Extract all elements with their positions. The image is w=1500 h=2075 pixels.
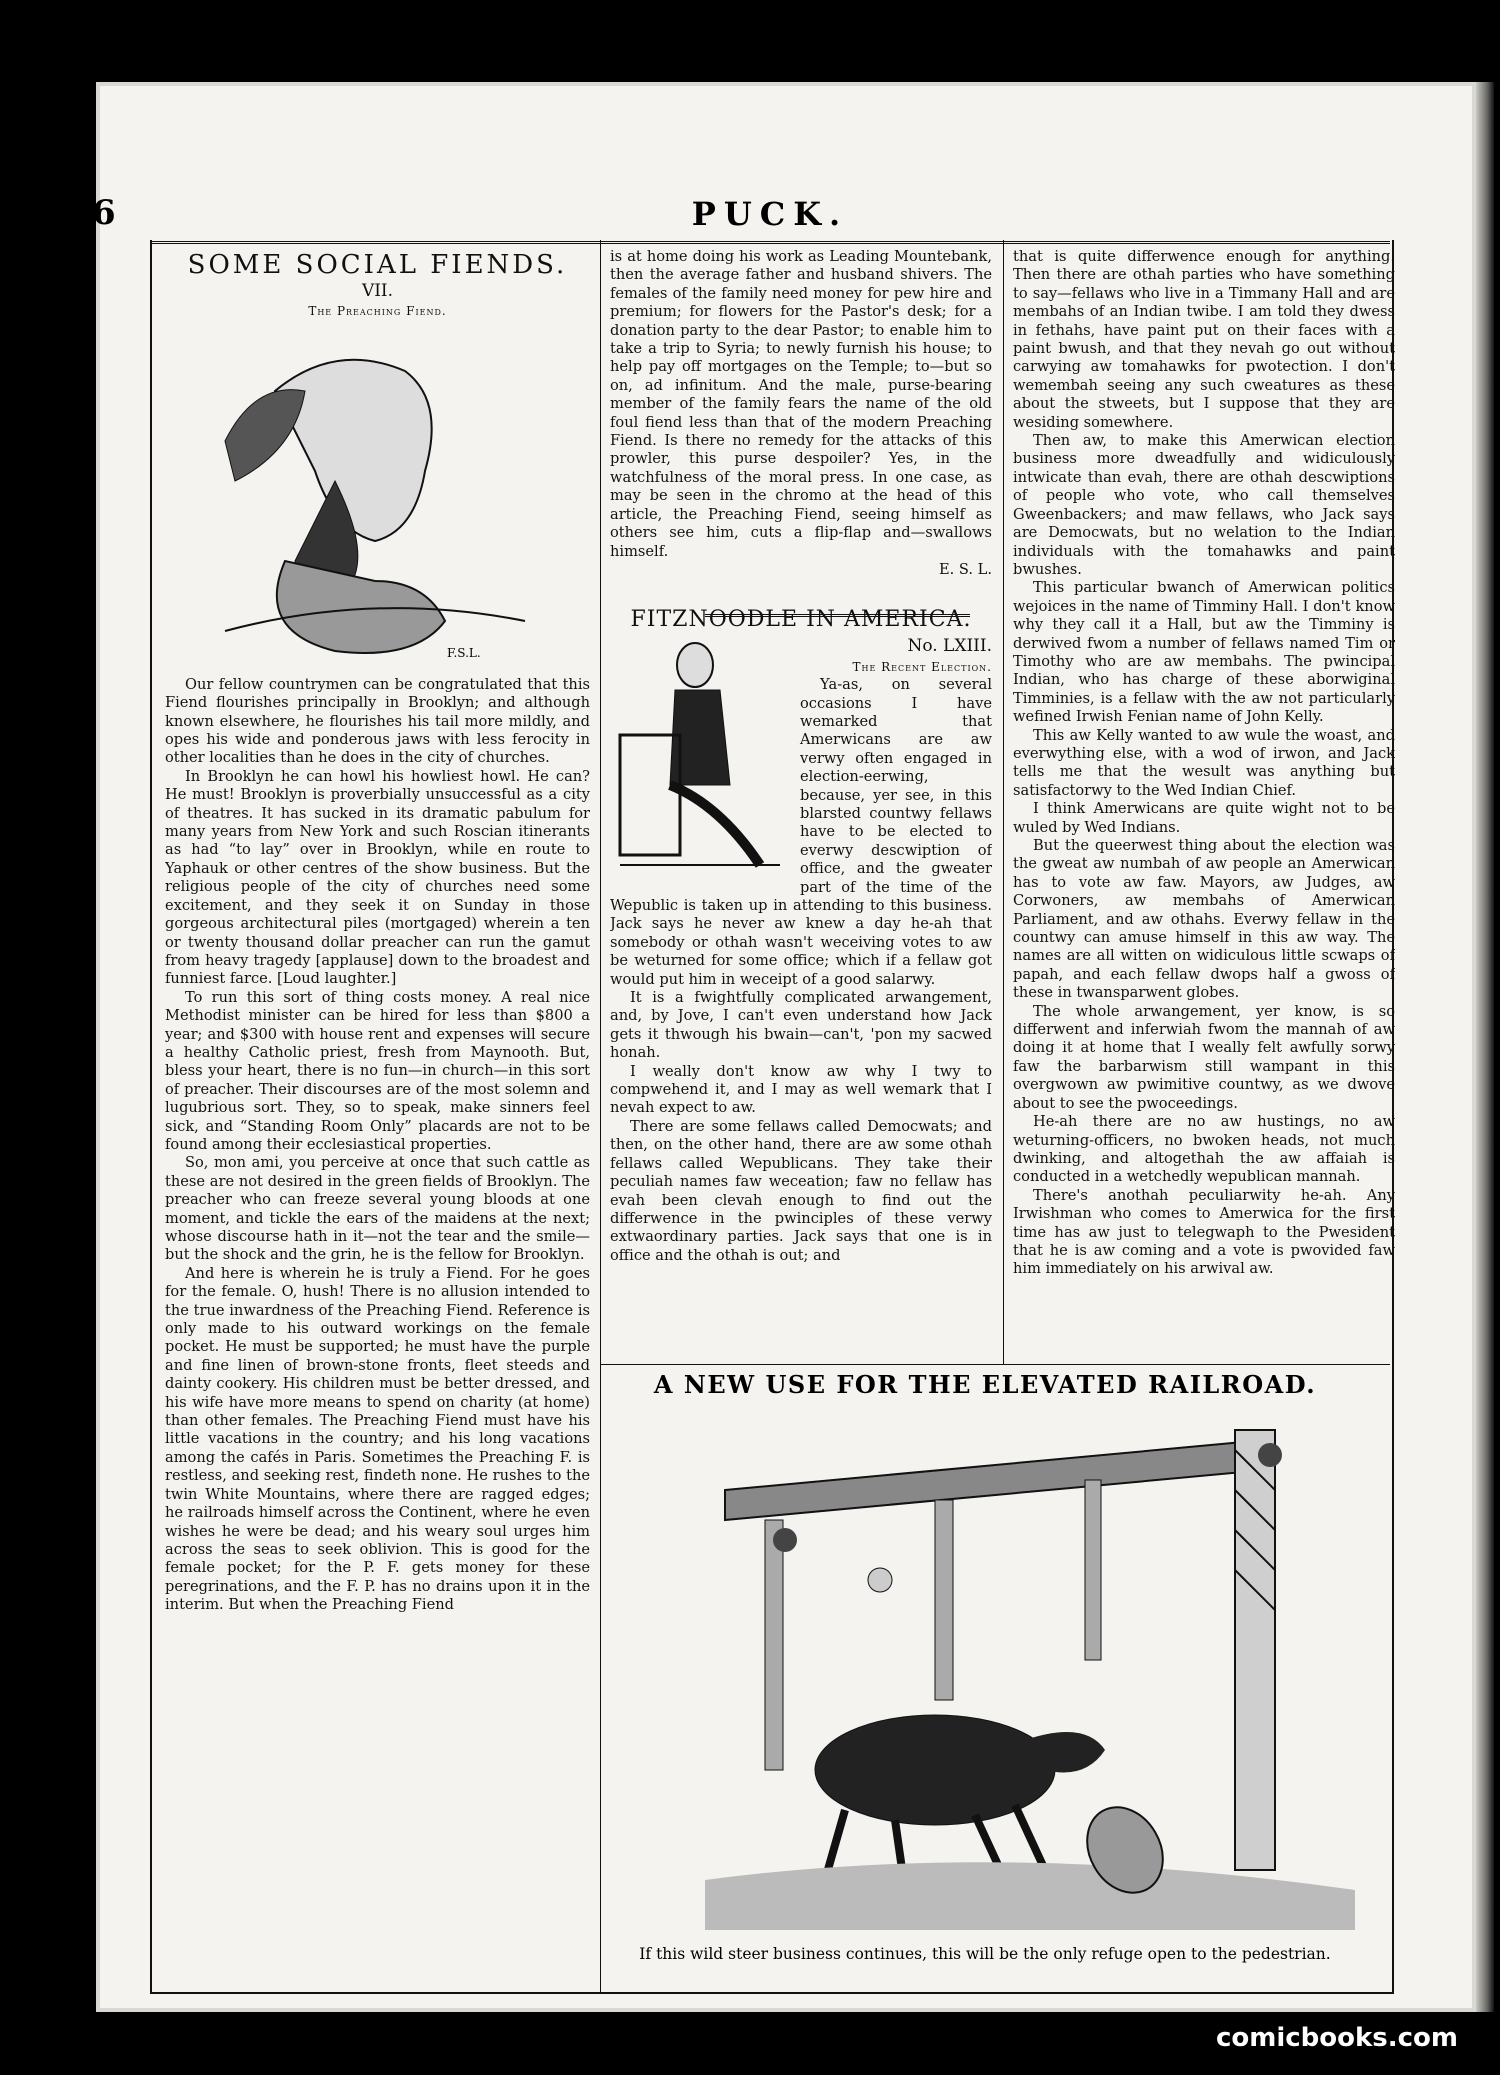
article-paragraph: He-ah there are no aw hustings, no aw weturning-officers, no bwoken heads, not much dwinking, and altogethah the aw affaiah is conducted in a wetchedly wepublican mannah. — [1013, 1113, 1395, 1186]
article-paragraph: There are some fellaws called Democwats; and then, on the other hand, there are aw some othah fellaws called Wepublicans. They take their peculiah names faw weceation; faw no fellaw has evah been clevah enough to find out the differwence in the pwinciples of these verwy extwaordinary parties. Jack says that one is in office and the othah is out; and — [610, 1117, 992, 1264]
article-paragraph: is at home doing his work as Leading Mountebank, then the average father and husband shivers. The females of the family need money for pew hire and premium; for flowers for the Pastor's desk; for a donation party to the dear Pastor; to enable him to take a trip to Syria; to newly furnish his house; to help pay off mortgages on the Temple; to—but so on, ad infinitum. And the male, purse-bearing member of the family fears the name of the old foul fiend less than that of the modern Preaching Fiend. Is there no remedy for the attacks of this prowler, this purse despoiler? Yes, in the watchfulness of the moral press. In one case, as may be seen in the chromo at the head of this article, the Preaching Fiend, seeing himself as others see him, cuts a flip-flap and—swallows himself. — [610, 248, 992, 560]
article-paragraph: In Brooklyn he can howl his howliest howl. He can? He must! Brooklyn is proverbially unsuccessful as a city of theatres. It has sucked in its dramatic pabulum for many years from New York and such Roscian itinerants as had “to lay” over in Brooklyn, while en route to Yaphauk or other centres of the show business. But the religious people of the city of churches need some excitement, and they seek it on Sunday in those gorgeous architectural piles (mortgaged) wherein a ten or twenty thousand dollar preacher can run the gamut from heavy tragedy [applause] down to the broadest and funniest farce. [Loud laughter.] — [165, 767, 590, 988]
article-paragraph: Ya-as, on several occasions I have wemarked that Amerwicans are aw verwy often engaged in election-eerwing, because, yer see, in this blarsted countwy fellaws have to be elected to everwy descwiption of office, and the gweater part of the time of the Wepublic is taken up in attending to this business. Jack says he never aw knew a day he-ah that somebody or othah wasn't weceiving votes to aw be weturned for some office; which if a fellaw got would put him in weceipt of a good salarwy. — [610, 676, 992, 988]
page-number: 6 — [92, 193, 116, 233]
column-divider — [600, 1364, 601, 1992]
preaching-fiend-illustration — [215, 331, 535, 671]
article-heading: FITZNOODLE IN AMERICA. — [630, 607, 972, 633]
page-edge-shadow — [1476, 82, 1494, 2012]
article-paragraph: This aw Kelly wanted to aw wule the woast, and everwything else, with a wod of irwon, and Jack tells me that the wesult was anything but satisfactorwy to the Wed Indian Chief. — [1013, 726, 1395, 799]
column-3 — [1013, 248, 1395, 1358]
article-paragraph: that is quite differwence enough for anything. Then there are othah parties who have something to say—fellaws who live in a Timmany Hall and are membahs of an Indian twibe. I am told they dwess in fethahs, have paint put on their faces with a paint bwush, and that they nevah go out without carwying aw tomahawks for pwotection. I don't wemembah seeing any such cweatures as these about the stweets, but I suppose that they are wesiding somewhere. — [1013, 248, 1395, 431]
watermark: comicbooks.com — [1215, 2023, 1458, 2053]
section-divider — [600, 1364, 1390, 1365]
article-paragraph: It is a fwightfully complicated arwangement, and, by Jove, I can't even understand how Jack gets it thwough his bwain—can't, 'pon my sacwed honah. — [610, 989, 992, 1062]
cartoon-heading: A NEW USE FOR THE ELEVATED RAILROAD. — [653, 1370, 1317, 1399]
illustration-signature: F.S.L. — [447, 645, 481, 660]
illustration-slot — [165, 321, 590, 676]
fitznoodle-illustration — [610, 635, 795, 885]
article-paragraph: This particular bwanch of Amerwican politics wejoices in the name of Timminy Hall. I don't know why they call it a Hall, but aw the Timminy is derwived fwom a number of fellaws named Tim or Timothy who are aw membahs. The pwincipal Indian, who has charge of these aborwiginal Timminies, is a fellaw with the aw not particularly wefined Irwish Fenian name of John Kelly. — [1013, 579, 1395, 726]
article-number: No. LXIII. — [907, 636, 992, 657]
article-paragraph: But the queerwest thing about the election was the gweat aw numbah of aw people an Amerwican has to vote aw faw. Mayors, aw Judges, aw Corwoners, aw membahs of Amerwican Parliament, and aw othahs. Everwy fellaw in the countwy can amuse himself in this aw way. The names are all witten on widiculous little scwaps of papah, and each fellaw dwops half a gwoss of these in twansparwent globes. — [1013, 837, 1395, 1002]
article-paragraph: And here is wherein he is truly a Fiend. For he goes for the female. O, hush! There is no allusion intended to the true inwardness of the Preaching Fiend. Reference is only made to his outward workings on the female pocket. He must be supported; he must have the purple and fine linen of brown-stone fronts, fleet steeds and dainty cookery. His children must be better dressed, and his wife have more means to spend on charity (at home) than other females. The Preaching Fiend must have his little vacations in the country; and his long vacations among the cafés in Paris. Sometimes the Preaching F. is restless, and seeking rest, findeth none. He rushes to the twin White Mountains, where there are ragged edges; he railroads himself across the Continent, where he even wishes he were be dead; and his weary soul urges him across the seas to seek oblivion. This is good for the female pocket; for the P. F. gets money for these peregrinations, and the F. P. has no drains upon it in the interim. But when the Preaching Fiend — [165, 1264, 590, 1614]
article-paragraph: Then aw, to make this Amerwican election business more dweadfully and widiculously intwicate than evah, there are othah descwiptions of people who vote, who call themselves Gweenbackers; and maw fellaws, who Jack says are Democwats, but no welation to the Indian individuals with the tomahawks and paint bwushes. — [1013, 432, 1395, 578]
cartoon-caption: If this wild steer business continues, this will be the only refuge open to the pedestrian. — [639, 1945, 1331, 1963]
article-paragraph: So, mon ami, you perceive at once that such cattle as these are not desired in the green fields of Brooklyn. The preacher who can freeze several young bloods at one moment, and tickle the ears of the maidens at the next; whose discourse hath in it—not the tear and the smile—but the shock and the grin, he is the fellow for Brooklyn. — [165, 1154, 590, 1264]
article-paragraph: Our fellow countrymen can be congratulated that this Fiend flourishes principally in Brooklyn; and although known elsewhere, he flourishes his tail more mildly, and opes his wide and ponderous jaws with less ferocity in other localities than he does in the city of churches. — [165, 675, 590, 767]
article-signoff: E. S. L. — [938, 560, 992, 578]
column-2 — [610, 248, 992, 1358]
column-divider — [1003, 240, 1004, 1364]
masthead-title: PUCK. — [691, 195, 849, 233]
page-header — [150, 193, 1390, 244]
article-paragraph: I weally don't know aw why I twy to compwehend it, and I may as well wemark that I nevah expect to aw. — [610, 1062, 992, 1117]
elevated-railroad-illustration — [705, 1410, 1355, 1930]
article-part-number: VII. — [361, 281, 394, 301]
article-heading: SOME SOCIAL FIENDS. — [187, 250, 568, 280]
article-subtitle: The Recent Election. — [852, 659, 992, 674]
column-1 — [165, 250, 590, 1985]
article-paragraph: I think Amerwicans are quite wight not to be wuled by Wed Indians. — [1013, 800, 1395, 836]
article-paragraph: To run this sort of thing costs money. A real nice Methodist minister can be hired for less than $800 a year; and $300 with house rent and expenses will secure a healthy Catholic priest, fresh from Maynooth. But, bless your heart, there is no fun—in church—in this sort of preacher. Their discourses are of the most solemn and lugubrious sort. They, so to speak, make sinners feel sick, and “Standing Room Only” placards are not to be found among their ecclesiastical properties. — [165, 988, 590, 1153]
illustration-slot — [610, 635, 800, 890]
column-divider — [600, 240, 601, 1364]
article-subtitle: The Preaching Fiend. — [308, 304, 447, 319]
article-paragraph: The whole arwangement, yer know, is so differwent and inferwiah fwom the mannah of aw doing it at home that I weally felt awfully sorwy faw the barbarwism still wampant in this overgwown aw pwimitive countwy, as we dwove about to see the pwoceedings. — [1013, 1002, 1395, 1112]
article-paragraph: There's anothah peculiarwity he-ah. Any Irwishman who comes to Amerwica for the first time has aw just to telegwaph to the Pwesident that he is aw coming and a vote is pwovided faw him immediately on his arwival aw. — [1013, 1186, 1395, 1278]
